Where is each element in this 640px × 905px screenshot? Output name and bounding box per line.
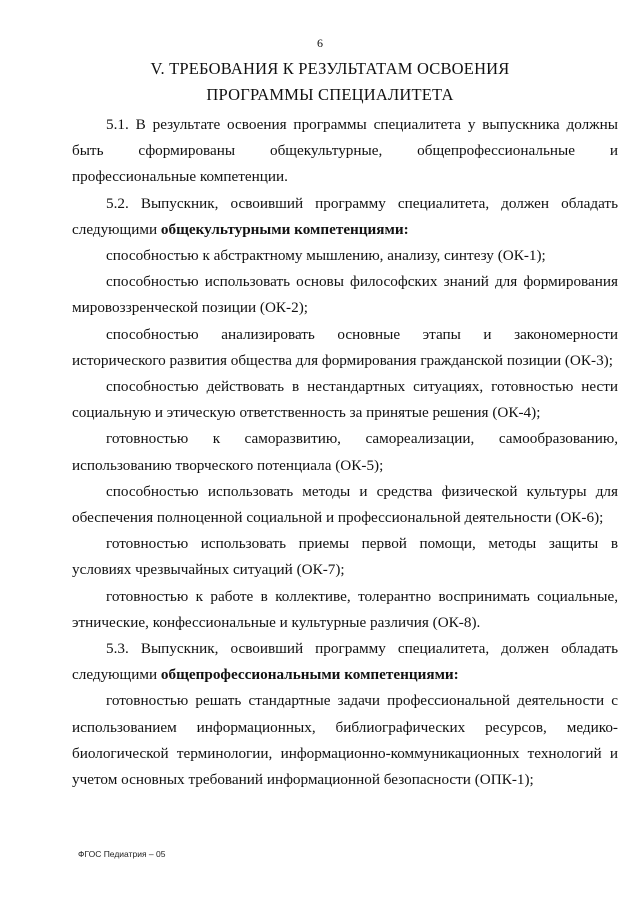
competence-opk-1: готовностью решать стандартные задачи профессиональной деятельности с использованием информационных, библиографических ресурсов, медико-биологической терминологии, информационно-коммуникационных технологий и учетом основных требований информационной безопасности (ОПК-1); — [72, 692, 618, 789]
paragraph-5-2-bold: общекультурными компетенциями: — [160, 220, 409, 238]
paragraph-5-1: 5.1. В результате освоения программы специалитета у выпускника должны быть сформированы общекультурные, общепрофессиональные и профессиональные компетенции. — [72, 116, 618, 186]
section-title-line-2: ПРОГРАММЫ СПЕЦИАЛИТЕТА — [206, 85, 454, 104]
competence-ok-1: способностью к абстрактному мышлению, анализу, синтезу (ОК-1); — [106, 247, 546, 265]
competence-ok-8: готовностью к работе в коллективе, толерантно воспринимать социальные, этнические, конфессиональные и культурные различия (ОК-8). — [72, 587, 618, 631]
paragraph-5-2 — [72, 191, 618, 243]
paragraph-5-3-bold: общепрофессиональными компетенциями: — [160, 666, 459, 684]
footer-document-code: ФГОС Педиатрия – 05 — [78, 849, 166, 859]
competence-ok-5: готовностью к саморазвитию, самореализации, самообразованию, использованию творческого потенциала (ОК-5); — [72, 430, 618, 474]
competence-ok-6: способностью использовать методы и средства физической культуры для обеспечения полноценной социальной и профессиональной деятельности (ОК-6); — [72, 482, 618, 527]
body-text — [72, 112, 618, 793]
paragraph-5-2-lead: 5.2. Выпускник, освоивший программу специалитета, должен обладать следующими — [72, 194, 618, 238]
page-number: 6 — [317, 36, 323, 50]
competence-ok-7: готовностью использовать приемы первой помощи, методы защиты в условиях чрезвычайных ситуаций (ОК-7); — [72, 535, 618, 579]
section-title-line-1: V. ТРЕБОВАНИЯ К РЕЗУЛЬТАТАМ ОСВОЕНИЯ — [150, 59, 510, 78]
competence-ok-3: способностью анализировать основные этапы и закономерности исторического развития общества для формирования гражданской позиции (ОК-3); — [72, 325, 618, 369]
competence-ok-4: способностью действовать в нестандартных ситуациях, готовностью нести социальную и этическую ответственность за принятые решения (ОК-4); — [72, 378, 618, 422]
competence-ok-2: способностью использовать основы философских знаний для формирования мировоззренческой позиции (ОК-2); — [72, 273, 618, 317]
paragraph-5-3 — [72, 636, 618, 688]
paragraph-5-3-lead: 5.3. Выпускник, освоивший программу специалитета, должен обладать следующими — [72, 640, 618, 684]
